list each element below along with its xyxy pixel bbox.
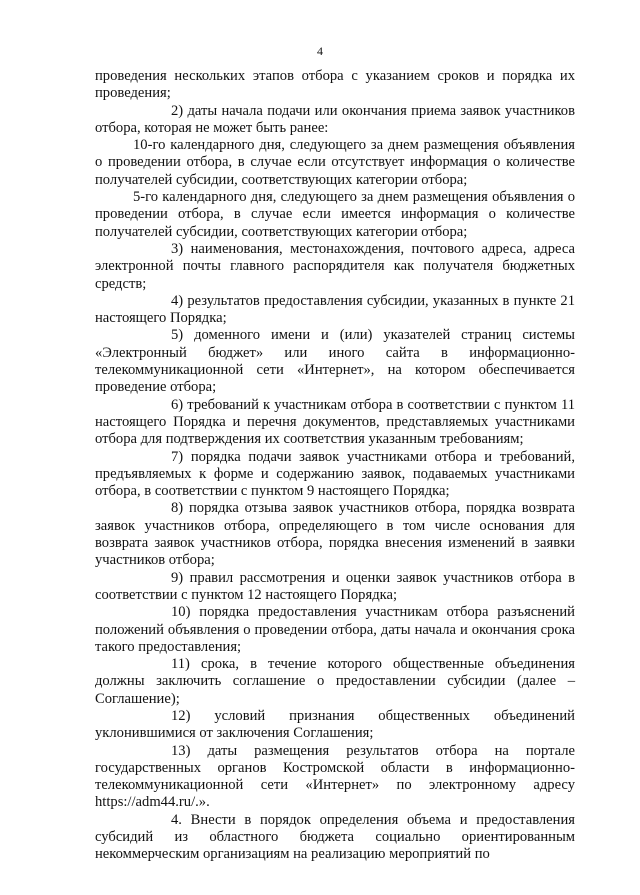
list-item	[95, 570, 575, 605]
list-item-text: условий признания общественных объединений уклонившимися от заключения Соглашения;	[95, 707, 575, 742]
list-item-text: Внести в порядок определения объема и предоставления субсидий из областного бюджета социально ориентированным некоммерческим организациям на реализацию мероприятий по	[95, 811, 575, 863]
list-item	[95, 293, 575, 328]
list-item-text: требований к участникам отбора в соответствии с пунктом 11 настоящего Порядка и перечня документов, представляемых участниками отбора для подтверждения их соответствия указанным требованиям;	[95, 396, 575, 448]
paragraph-text: 5-го календарного дня, следующего за днем размещения объявления о проведении отбора, в случае если имеется информация о количестве получателей субсидии, соответствующих категории отбора;	[95, 189, 575, 240]
list-item-number: 6)	[171, 396, 184, 413]
list-item-number: 11)	[171, 656, 190, 673]
list-item	[95, 103, 575, 138]
list-item	[95, 449, 575, 501]
list-item-text: порядка подачи заявок участниками отбора и требований, предъявляемых к форме и содержанию заявок, подаваемых участниками отбора, в соответствии с пунктом 9 настоящего Порядка;	[95, 448, 575, 500]
list-item-number: 2)	[171, 102, 184, 119]
list-item-number: 8)	[171, 500, 184, 517]
list-item-number: 13)	[171, 742, 191, 759]
list-item-number: 7)	[171, 448, 184, 465]
paragraph-text: 10-го календарного дня, следующего за днем размещения объявления о проведении отбора, в случае если отсутствует информация о количестве получателей субсидии, соответствующих категории отбора;	[95, 137, 575, 188]
list-item-text: порядка отзыва заявок участников отбора, порядка возврата заявок участников отбора, определяющего в том числе основания для возврата заявок участников отбора, порядка внесения изменений в заявки участников отбора;	[95, 500, 575, 569]
list-item-number: 10)	[171, 604, 191, 621]
list-item	[95, 327, 575, 396]
paragraph	[95, 68, 575, 103]
list-item-number: 4.	[171, 811, 182, 828]
list-item-number: 3)	[171, 240, 184, 257]
list-item	[95, 812, 575, 864]
list-item-text: порядка предоставления участникам отбора разъяснений положений объявления о проведении отбора, даты начала и окончания срока такого предоставления;	[95, 604, 575, 655]
list-item-text: наименования, местонахождения, почтового адреса, адреса электронной почты главного распорядителя как получателя бюджетных средств;	[95, 240, 575, 292]
list-item	[95, 604, 575, 656]
list-item-number: 12)	[171, 707, 191, 724]
list-item-text: срока, в течение которого общественные объединения должны заключить соглашение о предоставлении субсидии (далее – Соглашение);	[95, 656, 575, 707]
paragraph	[95, 189, 575, 241]
paragraph	[95, 137, 575, 189]
list-item	[95, 656, 575, 708]
list-item-text: даты размещения результатов отбора на портале государственных органов Костромской области в информационно-телекоммуникационной сети «Интернет» по электронному адресу https://adm44.ru/.».	[95, 742, 575, 811]
list-item-number: 4)	[171, 292, 184, 309]
list-item	[95, 743, 575, 812]
list-item	[95, 708, 575, 743]
list-item-text: правил рассмотрения и оценки заявок участников отбора в соответствии с пунктом 12 настоящего Порядка;	[95, 569, 575, 603]
list-item	[95, 241, 575, 293]
list-item	[95, 397, 575, 449]
page-number: 4	[317, 44, 323, 58]
list-item-number: 5)	[171, 327, 184, 344]
list-item-text: доменного имени и (или) указателей страниц системы «Электронный бюджет» или иного сайта в информационно-телекоммуникационной сети «Интернет», на котором обеспечивается проведение отбора;	[95, 327, 575, 396]
list-item-text: результатов предоставления субсидии, указанных в пункте 21 настоящего Порядка;	[95, 292, 576, 327]
list-item-number: 9)	[171, 569, 184, 586]
document-body	[95, 68, 575, 864]
list-item-text: даты начала подачи или окончания приема заявок участников отбора, которая не может быть ранее:	[95, 102, 575, 136]
paragraph-text: проведения нескольких этапов отбора с указанием сроков и порядка их проведения;	[95, 68, 575, 102]
list-item	[95, 500, 575, 569]
